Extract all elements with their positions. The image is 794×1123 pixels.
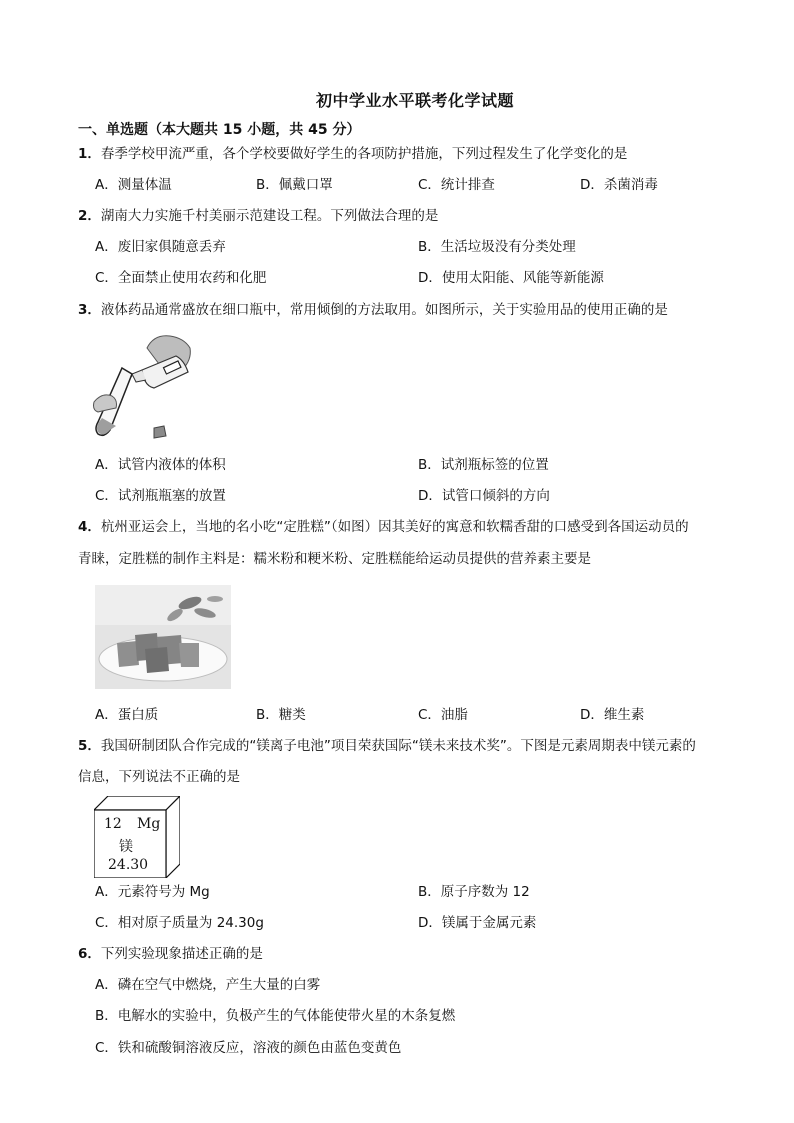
- atomic-mass: 24.30: [108, 857, 149, 873]
- option-4b: B．糖类: [256, 707, 306, 723]
- question-number: 2．: [78, 208, 101, 224]
- option-5d: D．镁属于金属元素: [418, 915, 537, 931]
- option-4d: D．维生素: [580, 707, 645, 723]
- option-3b: B．试剂瓶标签的位置: [418, 457, 549, 473]
- option-6a: A．磷在空气中燃烧，产生大量的白雾: [95, 977, 321, 993]
- question-text: 我国研制团队合作完成的“镁离子电池”项目荣获国际“镁未来技术奖”。下图是元素周期表中镁元素的: [100, 738, 696, 754]
- question-2: [78, 207, 438, 225]
- question-1: [78, 145, 627, 163]
- dingsheng-cake-photo: [95, 585, 231, 689]
- question-4-line-1: [78, 518, 689, 536]
- option-2b: B．生活垃圾没有分类处理: [418, 239, 576, 255]
- section-heading: 一、单选题（本大题共 15 小题，共 45 分）: [78, 122, 361, 138]
- option-1c: C．统计排查: [418, 177, 495, 193]
- element-symbol: Mg: [137, 816, 161, 832]
- question-number: 4．: [78, 519, 101, 535]
- question-text: 春季学校甲流严重，各个学校要做好学生的各项防护措施，下列过程发生了化学变化的是: [100, 146, 628, 162]
- question-6: [78, 945, 263, 963]
- question-number: 3．: [78, 302, 101, 318]
- question-text: 下列实验现象描述正确的是: [100, 946, 263, 962]
- question-text: 液体药品通常盛放在细口瓶中，常用倾倒的方法取用。如图所示，关于实验用品的使用正确的是: [100, 302, 668, 318]
- question-4-line-2: 青睐，定胜糕的制作主料是：糯米粉和粳米粉、定胜糕能给运动员提供的营养素主要是: [78, 551, 591, 567]
- question-number: 1．: [78, 146, 101, 162]
- page-title: 初中学业水平联考化学试题: [315, 91, 514, 110]
- option-2c: C．全面禁止使用农药和化肥: [95, 270, 267, 286]
- question-5-line-1: [78, 737, 696, 755]
- question-number: 5．: [78, 738, 101, 754]
- option-6b: B．电解水的实验中，负极产生的气体能使带火星的木条复燃: [95, 1008, 456, 1024]
- option-4c: C．油脂: [418, 707, 468, 723]
- option-1b: B．佩戴口罩: [256, 177, 333, 193]
- option-1a: A．测量体温: [95, 177, 172, 193]
- pouring-liquid-figure: [92, 330, 202, 442]
- option-3c: C．试剂瓶瓶塞的放置: [95, 488, 226, 504]
- element-card-magnesium: [94, 796, 180, 878]
- option-5a: A．元素符号为 Mg: [95, 884, 210, 900]
- option-4a: A．蛋白质: [95, 707, 159, 723]
- option-2d: D．使用太阳能、风能等新能源: [418, 270, 604, 286]
- option-3a: A．试管内液体的体积: [95, 457, 226, 473]
- option-5c: C．相对原子质量为 24.30g: [95, 915, 264, 931]
- option-2a: A．废旧家俱随意丢弃: [95, 239, 226, 255]
- question-5-line-2: 信息，下列说法不正确的是: [78, 769, 240, 785]
- question-3: [78, 301, 668, 319]
- option-6c: C．铁和硫酸铜溶液反应，溶液的颜色由蓝色变黄色: [95, 1040, 402, 1056]
- atomic-number: 12: [104, 816, 122, 832]
- option-5b: B．原子序数为 12: [418, 884, 530, 900]
- element-name: 镁: [119, 839, 133, 855]
- question-text: 杭州亚运会上，当地的名小吃“定胜糕”（如图）因其美好的寓意和软糯香甜的口感受到各国运动员的: [100, 519, 689, 535]
- question-number: 6．: [78, 946, 101, 962]
- question-text: 湖南大力实施千村美丽示范建设工程。下列做法合理的是: [100, 208, 439, 224]
- option-3d: D．试管口倾斜的方向: [418, 488, 550, 504]
- option-1d: D．杀菌消毒: [580, 177, 658, 193]
